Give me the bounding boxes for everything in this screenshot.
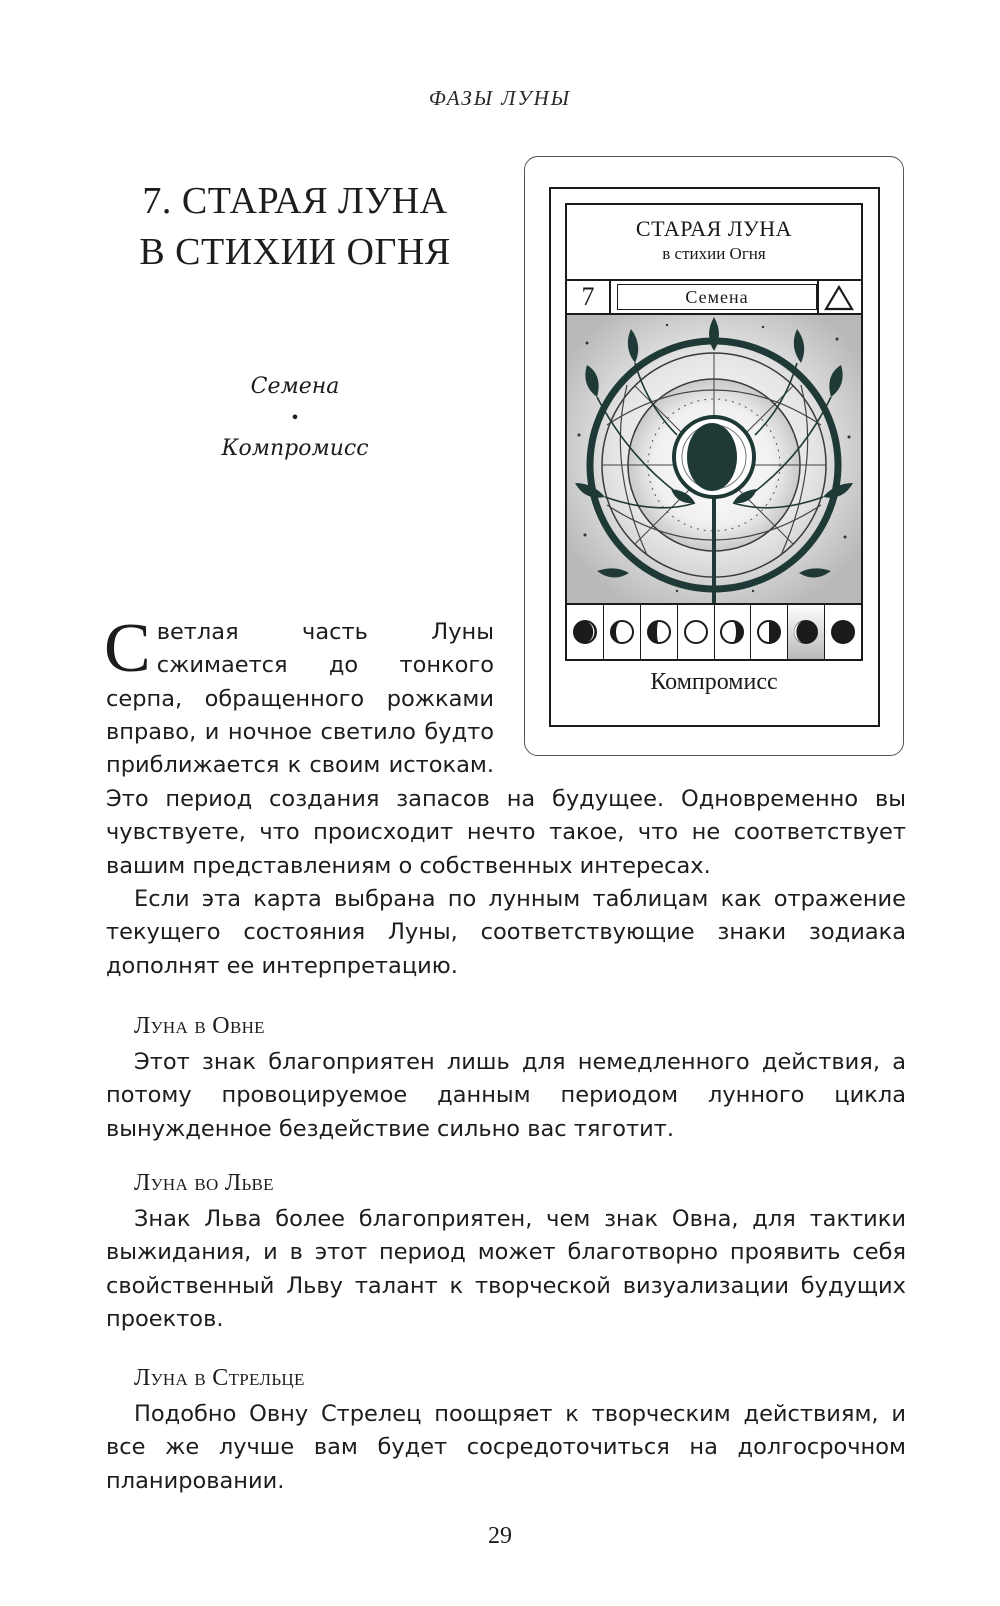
card-title: СТАРАЯ ЛУНА bbox=[635, 216, 793, 241]
keywords bbox=[95, 373, 495, 463]
card-illustration bbox=[565, 315, 863, 603]
phase-full-moon-light-icon bbox=[678, 605, 715, 659]
fire-triangle-icon bbox=[817, 281, 861, 313]
phase-waxing-crescent-icon bbox=[604, 605, 641, 659]
phase-waning-crescent-icon bbox=[788, 605, 825, 659]
card-frame bbox=[549, 187, 880, 727]
moon-card bbox=[524, 156, 904, 756]
intro-paragraph-continued: Это период создания запасов на будущее. Одновременно вы чувствуете, что происходит нечто такое, что не соответствует вашим представлениям о собственных интересах. bbox=[106, 786, 906, 879]
intro-paragraph-text: ветлая часть Луны сжимается до тонкого серпа, обращенного рожками вправо, и ночное светило будто приближается к своим истокам. bbox=[106, 619, 494, 779]
keyword-seeds: Семена bbox=[250, 374, 340, 399]
keyword-bullet: • bbox=[290, 408, 300, 427]
chapter-title-line-1: 7. СТАРАЯ ЛУНА bbox=[142, 180, 448, 222]
card-info-row bbox=[565, 279, 863, 315]
section-heading-sagittarius: Луна в Стрельце bbox=[134, 1365, 305, 1391]
section-heading-leo: Луна во Льве bbox=[134, 1170, 274, 1196]
chapter-title-line-2: В СТИХИИ ОГНЯ bbox=[139, 231, 451, 273]
section-heading-aries: Луна в Овне bbox=[134, 1013, 265, 1039]
moon-phase-strip bbox=[565, 603, 863, 661]
intro-paragraph bbox=[104, 610, 494, 782]
moon-disc bbox=[687, 423, 737, 491]
card-name: Семена bbox=[617, 284, 817, 310]
section-text-leo: Знак Льва более благоприятен, чем знак Овна, для тактики выжидания, и в этот период может благотворно проявить себя свойственный Льву талант к творческой визуализации будущих проектов. bbox=[106, 1206, 906, 1332]
phase-full-moon-icon bbox=[715, 605, 752, 659]
keyword-compromise: Компромисс bbox=[221, 436, 369, 461]
section-text-sagittarius: Подобно Овну Стрелец поощряет к творческим действиям, и все же лучше вам будет сосредоточиться на долгосрочном планировании. bbox=[106, 1401, 906, 1494]
card-title-box bbox=[565, 203, 863, 279]
drop-cap: С bbox=[104, 610, 151, 687]
interpretation-paragraph: Если эта карта выбрана по лунным таблицам как отражение текущего состояния Луны, соответствующие знаки зодиака дополнят ее интерпретацию. bbox=[106, 886, 906, 979]
running-head: ФАЗЫ ЛУНЫ bbox=[428, 86, 572, 110]
card-number: 7 bbox=[567, 281, 611, 313]
phase-dark-moon-icon bbox=[825, 605, 861, 659]
section-text-aries: Этот знак благоприятен лишь для немедленного действия, а потому провоцируемое данным периодом лунного цикла вынужденное бездействие сильно вас тяготит. bbox=[106, 1049, 906, 1142]
card-subtitle: в стихии Огня bbox=[662, 244, 766, 263]
phase-new-moon-icon bbox=[567, 605, 604, 659]
phase-last-quarter-icon bbox=[751, 605, 788, 659]
chapter-title bbox=[95, 176, 495, 278]
card-caption: Компромисс bbox=[650, 669, 778, 695]
page-number: 29 bbox=[488, 1523, 512, 1549]
phase-first-quarter-icon bbox=[641, 605, 678, 659]
